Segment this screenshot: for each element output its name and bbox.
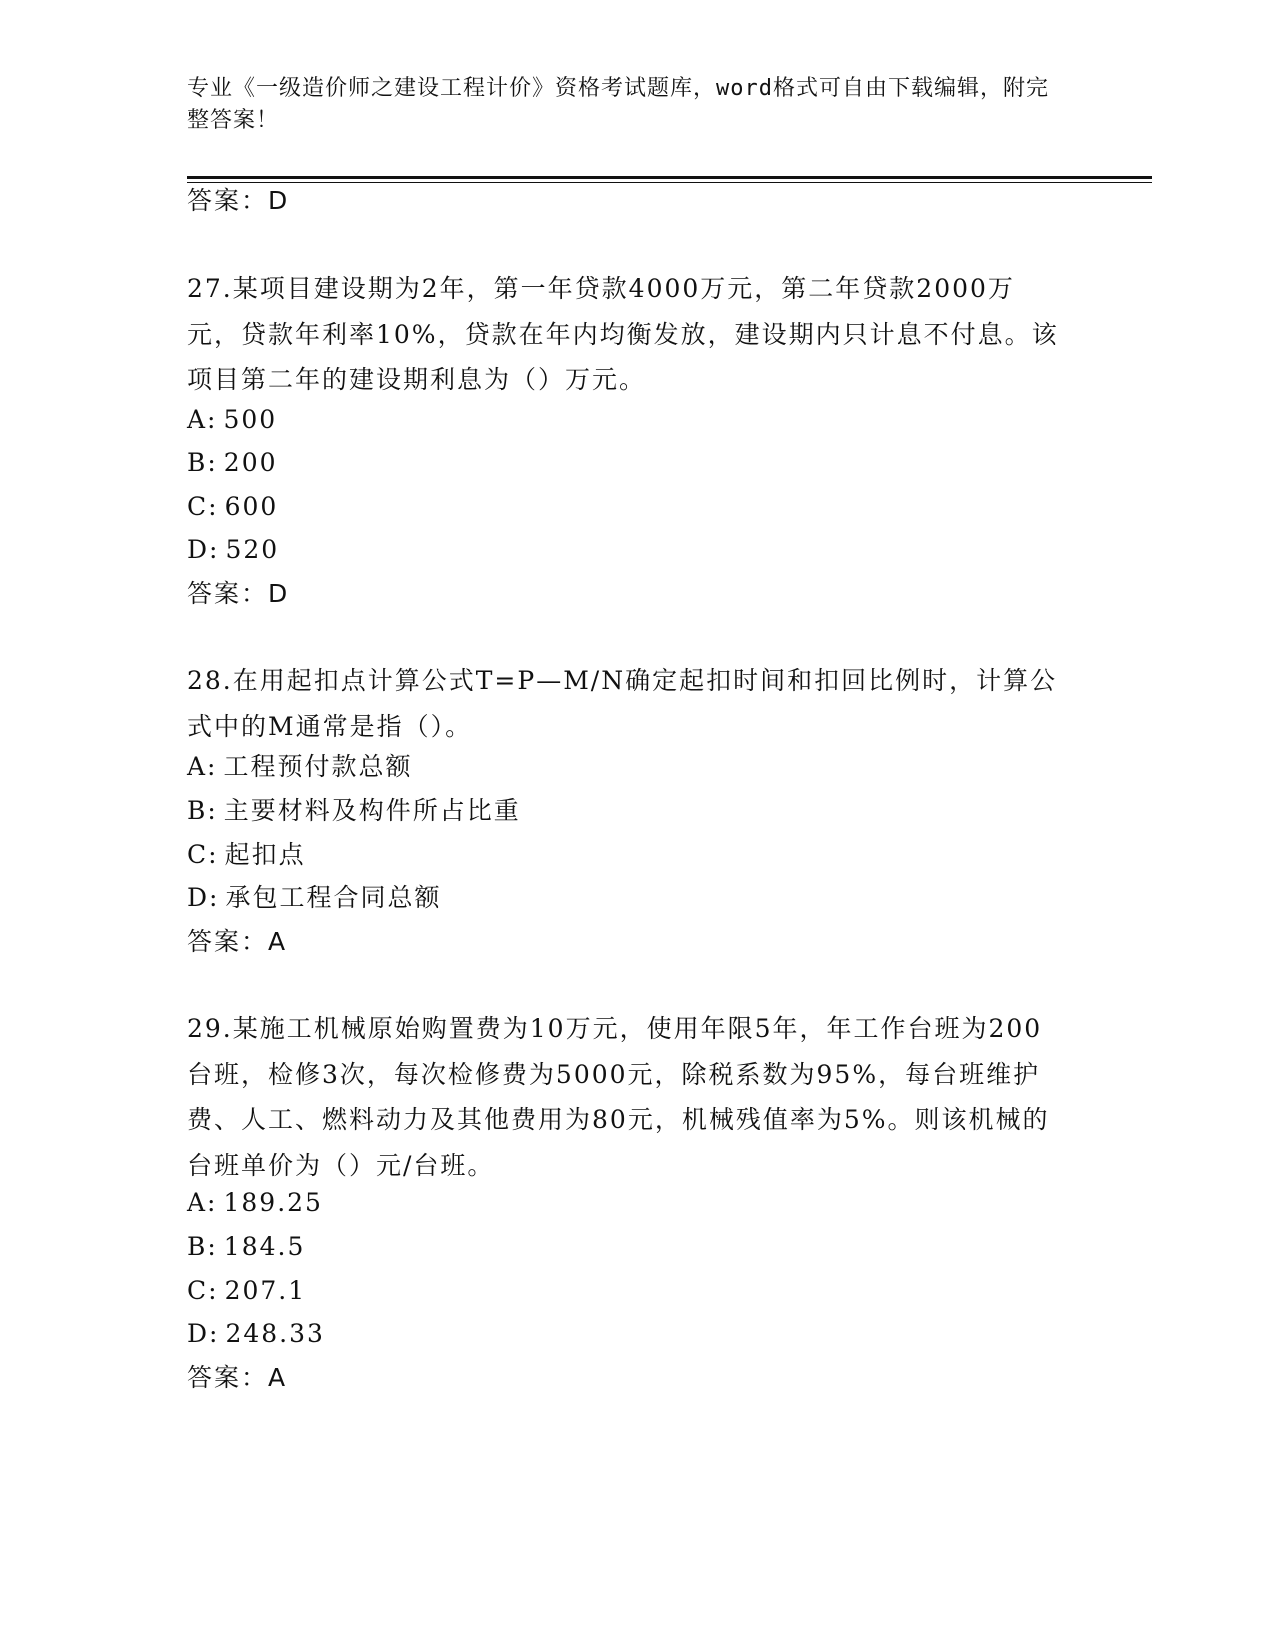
option-label: D: [187, 1319, 220, 1348]
header-divider [187, 176, 1152, 179]
option-label: D: [187, 535, 220, 564]
question-29-answer: 答案：A [187, 1363, 288, 1392]
question-27-option-a [187, 403, 277, 437]
option-value: 200 [223, 448, 278, 477]
page-header: 专业《一级造价师之建设工程计价》资格考试题库，word格式可自由下载编辑，附完整答案！ [187, 76, 1049, 133]
question-28-option-b [187, 794, 521, 828]
option-value: 207.1 [224, 1276, 307, 1305]
option-value: 248.33 [225, 1319, 325, 1348]
question-29-option-c [187, 1274, 306, 1308]
option-label: D: [187, 883, 220, 912]
question-28-option-d [187, 881, 441, 915]
option-label: C: [187, 492, 219, 521]
option-value: 184.5 [223, 1232, 306, 1261]
question-28-option-a [187, 750, 413, 784]
option-value: 189.25 [223, 1188, 323, 1217]
question-27-option-d [187, 533, 279, 567]
question-27-option-b [187, 446, 278, 480]
question-28-answer: 答案：A [187, 927, 288, 956]
option-value: 起扣点 [224, 840, 306, 869]
question-27-text: 27.某项目建设期为2年，第一年贷款4000万元，第二年贷款2000万元，贷款年利率10%，贷款在年内均衡发放，建设期内只计息不付息。该项目第二年的建设期利息为（）万元。 [187, 274, 1059, 395]
option-label: B: [187, 1232, 218, 1261]
option-value: 主要材料及构件所占比重 [223, 796, 521, 825]
option-label: B: [187, 448, 218, 477]
question-27-answer: 答案：D [187, 579, 290, 608]
question-29-option-d [187, 1317, 325, 1351]
option-value: 承包工程合同总额 [225, 883, 442, 912]
previous-answer: 答案：D [187, 186, 290, 215]
header-divider-thin [187, 182, 1152, 183]
option-value: 520 [225, 535, 280, 564]
question-28-text: 28.在用起扣点计算公式T=P—M/N确定起扣时间和扣回比例时，计算公式中的M通常是指（）。 [187, 666, 1058, 741]
option-label: B: [187, 796, 218, 825]
question-28-option-c [187, 838, 306, 872]
option-label: C: [187, 1276, 219, 1305]
question-29-option-b [187, 1230, 305, 1264]
option-label: C: [187, 840, 219, 869]
option-value: 600 [224, 492, 279, 521]
question-27-option-c [187, 490, 278, 524]
question-29-text: 29.某施工机械原始购置费为10万元，使用年限5年，年工作台班为200台班，检修3次，每次检修费为5000元，除税系数为95%，每台班维护费、人工、燃料动力及其他费用为80元，机械残值率为5%。则该机械的台班单价为（）元/台班。 [187, 1014, 1050, 1180]
option-label: A: [187, 405, 218, 434]
option-label: A: [187, 1188, 218, 1217]
option-value: 工程预付款总额 [223, 752, 413, 781]
option-label: A: [187, 752, 218, 781]
option-value: 500 [223, 405, 278, 434]
question-29-option-a [187, 1186, 323, 1220]
